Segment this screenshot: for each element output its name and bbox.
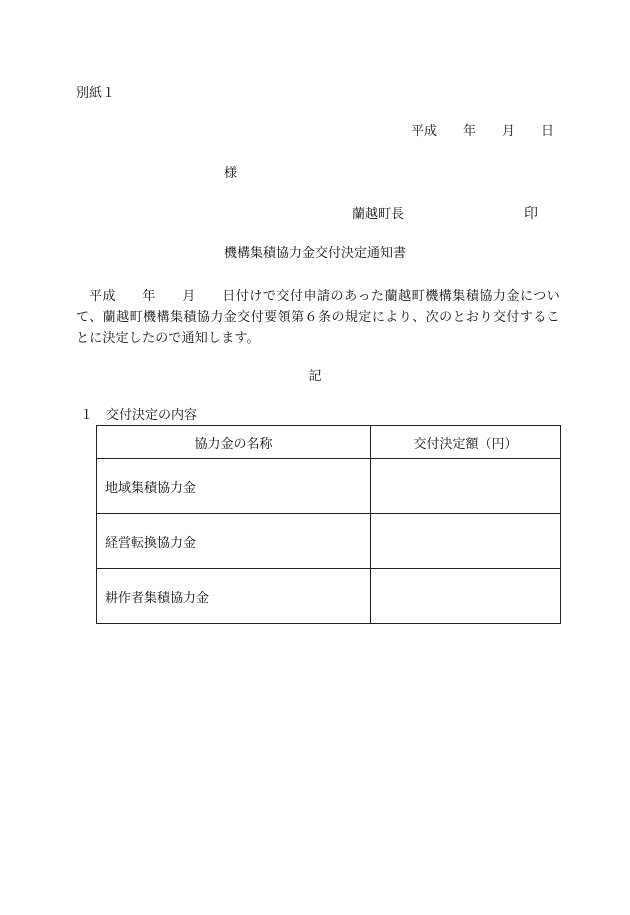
recipient-line: 様 — [224, 166, 238, 181]
date-year-unit: 年 — [462, 124, 476, 139]
grant-name-cell: 地域集積協力金 — [97, 459, 371, 514]
header-grant-amount: 交付決定額（円） — [371, 426, 561, 459]
body-month-unit: 月 — [181, 289, 196, 304]
grant-name-cell: 耕作者集積協力金 — [97, 569, 371, 624]
document-title: 機構集積協力金交付決定通知書 — [223, 246, 406, 261]
header-grant-name: 協力金の名称 — [97, 426, 371, 459]
sender-line — [352, 206, 538, 223]
body-paragraph — [76, 286, 560, 349]
table-header-row — [97, 426, 561, 459]
date-era: 平成 — [410, 124, 437, 139]
table-row — [97, 459, 561, 514]
body-text: 日付けで交付申請のあった蘭越町機構集積協力金について、蘭越町機構集積協力金交付要領第６条の規定により、次のとおり交付することに決定したので通知します。 — [76, 289, 561, 346]
section-number: １ — [80, 408, 94, 423]
ki-heading: 記 — [308, 369, 322, 384]
date-month-unit: 月 — [501, 124, 515, 139]
body-era: 平成 — [89, 289, 117, 304]
section-heading-text: 交付決定の内容 — [106, 408, 198, 423]
sender-title: 蘭越町長 — [352, 207, 405, 222]
section-heading — [80, 408, 197, 424]
seal-mark: 印 — [524, 206, 539, 222]
grant-name-cell: 経営転換協力金 — [97, 514, 371, 569]
attachment-label: 別紙１ — [76, 86, 116, 101]
table-row — [97, 569, 561, 624]
grant-amount-cell — [371, 459, 561, 514]
date-line — [411, 124, 554, 140]
body-year-unit: 年 — [142, 289, 156, 304]
date-day-unit: 日 — [540, 124, 554, 139]
grant-amount-cell — [371, 569, 561, 624]
table-row — [97, 514, 561, 569]
grant-table — [96, 425, 561, 624]
grant-amount-cell — [371, 514, 561, 569]
